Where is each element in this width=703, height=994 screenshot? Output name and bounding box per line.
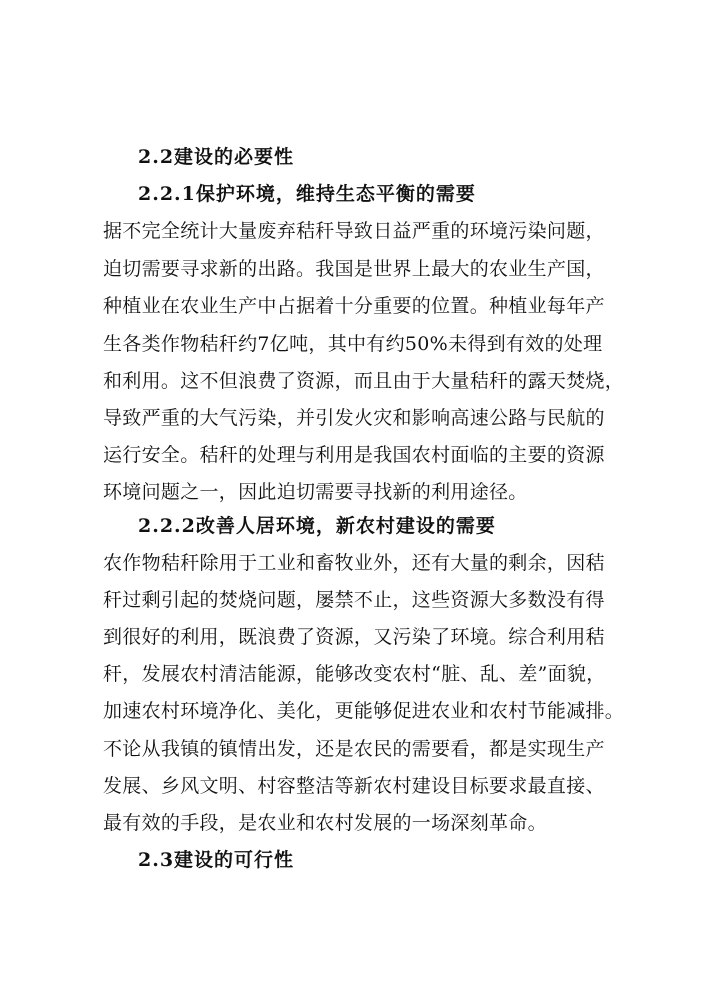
paragraph-line: 发展、乡风文明、村容整洁等新农村建设目标要求最直接、 — [103, 775, 605, 797]
section-2-2-heading: 2.2建设的必要性 — [138, 146, 295, 168]
paragraph-line: 和利用。这不但浪费了资源，而且由于大量秸秆的露天焚烧， — [103, 370, 625, 392]
paragraph-line: 导致严重的大气污染，并引发火灾和影响高速公路与民航的 — [103, 407, 605, 429]
paragraph-line: 秆，发展农村清洁能源，能够改变农村“脏、乱、差”面貌， — [103, 663, 606, 685]
paragraph-line: 农作物秸秆除用于工业和畜牧业外，还有大量的剩余，因秸 — [103, 552, 605, 574]
paragraph-line: 环境问题之一，因此迫切需要寻找新的利用途径。 — [103, 481, 528, 503]
section-2-2-2-heading: 2.2.2改善人居环境，新农村建设的需要 — [138, 515, 496, 537]
paragraph-line: 据不完全统计大量废弃秸秆导致日益严重的环境污染问题， — [103, 220, 605, 242]
paragraph-line: 迫切需要寻求新的出路。我国是世界上最大的农业生产国， — [103, 258, 605, 280]
section-2-2-1-heading: 2.2.1保护环境，维持生态平衡的需要 — [138, 183, 476, 205]
paragraph-line: 生各类作物秸秆约7亿吨，其中有约50%未得到有效的处理 — [103, 333, 603, 355]
section-2-3-heading: 2.3建设的可行性 — [138, 849, 295, 871]
paragraph-line: 加速农村环境净化、美化，更能够促进农业和农村节能减排。 — [103, 700, 625, 722]
paragraph-line: 最有效的手段，是农业和农村发展的一场深刻革命。 — [103, 812, 547, 834]
paragraph-line: 秆过剩引起的焚烧问题，屡禁不止，这些资源大多数没有得 — [103, 589, 605, 611]
paragraph-line: 不论从我镇的镇情出发，还是农民的需要看，都是实现生产 — [103, 738, 605, 760]
paragraph-line: 种植业在农业生产中占据着十分重要的位置。种植业每年产 — [103, 295, 605, 317]
paragraph-line: 运行安全。秸秆的处理与利用是我国农村面临的主要的资源 — [103, 444, 605, 466]
paragraph-line: 到很好的利用，既浪费了资源，又污染了环境。综合利用秸 — [103, 626, 605, 648]
